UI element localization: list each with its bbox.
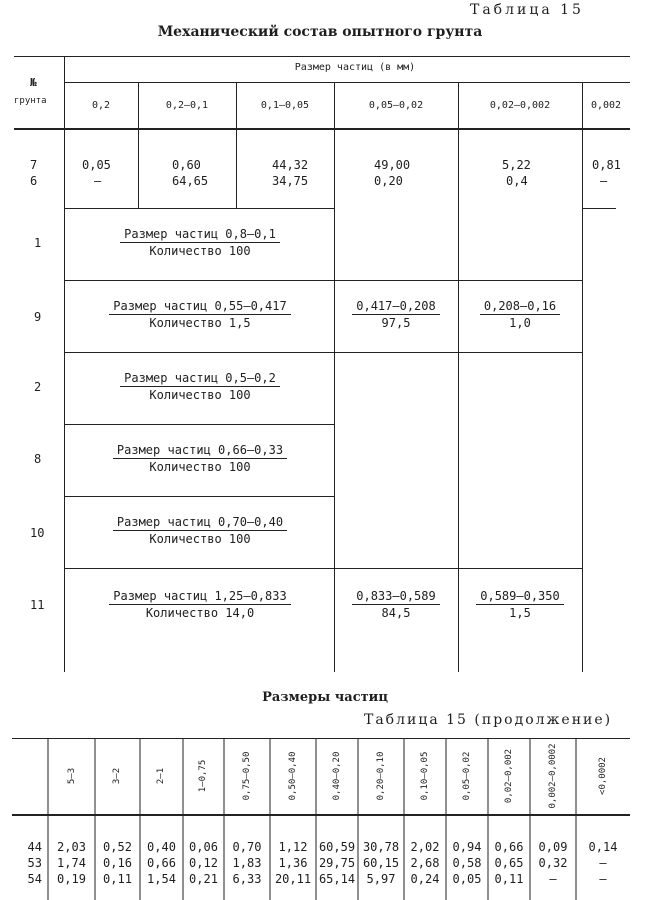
header-bottom-rule [14, 128, 630, 130]
fraction-qty: Количество 100 [149, 244, 251, 258]
table-cell: 20,11 [274, 872, 312, 886]
table-cell: 2,03 [57, 840, 86, 854]
second-col-header: 3—2 [112, 767, 122, 785]
fraction-size: 0,208—0,16 [480, 298, 560, 315]
table-title: Механический состав опытного грунта [157, 24, 483, 40]
table-cell: 0,16 [103, 856, 132, 870]
table-cell: — [599, 872, 607, 886]
table-cell: 30,78 [362, 840, 400, 854]
second-col-header: 0,02—0,002 [504, 748, 514, 804]
row-id: 53 [27, 856, 42, 870]
col-divider [64, 56, 65, 672]
second-col-header: 5—3 [67, 767, 77, 785]
fraction-size: Размер частиц 0,70—0,40 [113, 514, 287, 531]
table-cell: — [549, 872, 557, 886]
second-col-header: 0,40—0,20 [332, 751, 342, 801]
cell: 0,60 [172, 158, 201, 172]
cell: 34,75 [272, 174, 309, 188]
table-cell: 2,68 [410, 856, 440, 870]
table-cell: 1,12 [278, 840, 308, 854]
second-col-header: 0,002—0,0002 [548, 743, 558, 809]
row-rule [64, 280, 582, 281]
second-col-header: 0,05—0,02 [462, 751, 472, 801]
fraction-qty: 1,5 [509, 606, 531, 620]
row-rule [64, 568, 582, 569]
fraction-qty: Количество 100 [149, 388, 251, 402]
row-id: 2 [34, 380, 42, 394]
table-cell: 0,21 [189, 872, 218, 886]
fraction [340, 298, 452, 331]
table-cell: 0,66 [494, 840, 524, 854]
table-cell: 1,83 [232, 856, 262, 870]
table-cell: 0,09 [538, 840, 568, 854]
table-cell: 0,70 [232, 840, 262, 854]
fraction [80, 226, 320, 259]
row-rule [64, 208, 334, 209]
second-title: Размеры частиц [262, 690, 388, 705]
table-cell: 0,11 [494, 872, 524, 886]
table-cell: 0,58 [452, 856, 482, 870]
second-col-header: 1—0,75 [198, 759, 208, 793]
col-header: 0,002 [590, 100, 622, 111]
second-col-header: 2—1 [156, 767, 166, 785]
table-cell: 0,40 [147, 840, 176, 854]
fraction [80, 298, 320, 331]
table-cell: 0,14 [588, 840, 618, 854]
row-id: 10 [30, 526, 45, 540]
fraction-size: 0,833—0,589 [352, 588, 439, 605]
fraction [462, 588, 578, 621]
second-col-header: 0,10—0,05 [420, 751, 430, 801]
table-cell: 0,05 [452, 872, 482, 886]
cell: 64,65 [172, 174, 209, 188]
table-cell: 0,66 [147, 856, 176, 870]
table-cell: 0,19 [57, 872, 86, 886]
soil-no-label: № [30, 76, 37, 89]
second-col-header: 0,75—0,50 [242, 751, 252, 801]
fraction-qty: Количество 100 [149, 532, 251, 546]
table-cell: 1,74 [57, 856, 86, 870]
table-cell: 29,75 [318, 856, 356, 870]
table-cell: 0,06 [189, 840, 218, 854]
col-divider [334, 82, 335, 672]
cell: 49,00 [374, 158, 411, 172]
soil-word-label: грунта [14, 96, 47, 106]
row-id: 7 [30, 158, 38, 172]
fraction [80, 588, 320, 621]
fraction-size: Размер частиц 0,66—0,33 [113, 442, 287, 459]
cell: 0,81 [592, 158, 621, 172]
col-header: 0,05—0,02 [368, 100, 424, 111]
row-rule [64, 352, 582, 353]
fraction [80, 370, 320, 403]
row-id: 6 [30, 174, 38, 188]
row-id: 8 [34, 452, 42, 466]
second-col-header: 0,20—0,10 [376, 751, 386, 801]
cell: 0,20 [374, 174, 403, 188]
col-header: 0,1—0,05 [260, 100, 310, 111]
row-rule [582, 208, 616, 209]
fraction [462, 298, 578, 331]
row-rule [64, 424, 334, 425]
table-cell: 0,52 [103, 840, 132, 854]
second-col-header: <0,0002 [598, 757, 608, 795]
col-header: 0,2 [91, 100, 111, 111]
fraction-qty: Количество 14,0 [145, 606, 255, 620]
second-label: Таблица 15 (продолжение) [364, 712, 613, 728]
row-id: 9 [34, 310, 42, 324]
fraction-size: Размер частиц 0,5—0,2 [120, 370, 280, 387]
fraction-qty: 1,0 [509, 316, 531, 330]
row-id: 54 [27, 872, 42, 886]
fraction-size: 0,417—0,208 [352, 298, 439, 315]
table-cell: 60,59 [318, 840, 356, 854]
col-divider [582, 82, 583, 672]
table-cell: 60,15 [362, 856, 400, 870]
cell: 44,32 [272, 158, 309, 172]
col-divider [458, 82, 459, 672]
table-cell: 0,32 [538, 856, 568, 870]
fraction [80, 514, 320, 547]
row-rule [64, 496, 334, 497]
table-cell: 1,36 [278, 856, 308, 870]
table-cell: 65,14 [318, 872, 356, 886]
second-col-header: 0,50—0,40 [288, 751, 298, 801]
fraction-qty: 97,5 [381, 316, 411, 330]
table-cell: 0,94 [452, 840, 482, 854]
cell: — [94, 174, 102, 188]
row-id: 1 [34, 236, 42, 250]
table-label: Таблица 15 [470, 2, 584, 18]
col-header: 0,02—0,002 [489, 100, 551, 111]
table-cell: 1,54 [147, 872, 176, 886]
fraction-qty: Количество 100 [149, 460, 251, 474]
size-caption: Размер частиц (в мм) [294, 62, 416, 73]
fraction-size: Размер частиц 1,25—0,833 [109, 588, 290, 605]
table-cell: 0,12 [189, 856, 218, 870]
fraction [80, 442, 320, 475]
header-top-rule [14, 56, 630, 57]
fraction-qty: 84,5 [381, 606, 411, 620]
table-cell: 6,33 [232, 872, 262, 886]
col-header: 0,2—0,1 [165, 100, 209, 111]
table-cell: 0,65 [494, 856, 524, 870]
row-id: 44 [27, 840, 42, 854]
table-cell: 5,97 [366, 872, 396, 886]
table-cell: 0,11 [103, 872, 132, 886]
fraction-size: Размер частиц 0,55—0,417 [109, 298, 290, 315]
table-cell: — [599, 856, 607, 870]
header-mid-rule [64, 82, 630, 83]
table-cell: 0,24 [410, 872, 440, 886]
fraction-qty: Количество 1,5 [149, 316, 251, 330]
cell: 5,22 [502, 158, 531, 172]
cell: — [600, 174, 608, 188]
row-id: 11 [30, 598, 45, 612]
fraction-size: 0,589—0,350 [476, 588, 563, 605]
fraction [340, 588, 452, 621]
cell: 0,4 [506, 174, 528, 188]
cell: 0,05 [82, 158, 111, 172]
fraction-size: Размер частиц 0,8—0,1 [120, 226, 280, 243]
table-cell: 2,02 [410, 840, 440, 854]
